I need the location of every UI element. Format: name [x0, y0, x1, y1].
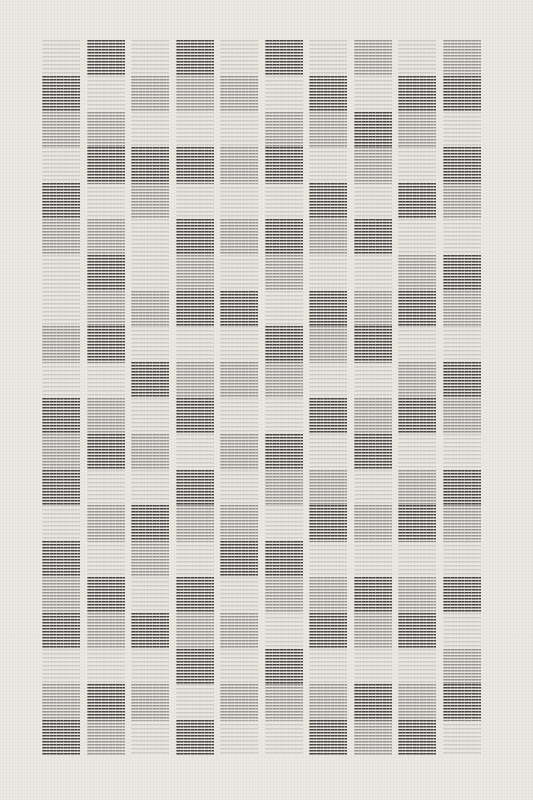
stripe-block [131, 76, 169, 112]
stripe-block [354, 40, 392, 76]
stripe-column [443, 40, 481, 756]
stripe-block [131, 183, 169, 219]
stripe-column [398, 40, 436, 756]
stripe-block [265, 183, 303, 219]
stripe-block [398, 362, 436, 398]
stripe-block [42, 649, 80, 685]
stripe-block [176, 398, 214, 434]
stripe-block [87, 649, 125, 685]
stripe-block [42, 40, 80, 76]
stripe-block [265, 112, 303, 148]
stripe-block [42, 112, 80, 148]
stripe-block [309, 147, 347, 183]
stripe-block [131, 398, 169, 434]
stripe-block [443, 434, 481, 470]
stripe-block [309, 255, 347, 291]
stripe-block [220, 577, 258, 613]
stripe-block [398, 434, 436, 470]
stripe-block [398, 183, 436, 219]
stripe-block [443, 470, 481, 506]
stripe-block [309, 291, 347, 327]
stripe-block [398, 577, 436, 613]
stripe-block [354, 649, 392, 685]
stripe-block [354, 291, 392, 327]
stripe-block [131, 40, 169, 76]
stripe-block [220, 649, 258, 685]
stripe-block [443, 183, 481, 219]
stripe-block [42, 505, 80, 541]
stripe-block [87, 183, 125, 219]
stripe-block [265, 434, 303, 470]
stripe-block [131, 649, 169, 685]
stripe-block [176, 147, 214, 183]
stripe-block [42, 470, 80, 506]
stripe-block [309, 649, 347, 685]
stripe-block [443, 147, 481, 183]
stripe-block [131, 684, 169, 720]
stripe-block [220, 541, 258, 577]
stripe-block [220, 470, 258, 506]
stripe-block [87, 291, 125, 327]
stripe-block [42, 362, 80, 398]
stripe-block [309, 398, 347, 434]
stripe-block [398, 326, 436, 362]
stripe-block [42, 147, 80, 183]
stripe-block [265, 684, 303, 720]
stripe-block [309, 541, 347, 577]
stripe-block [443, 326, 481, 362]
stripe-block [131, 362, 169, 398]
stripe-block [354, 76, 392, 112]
stripe-block [354, 362, 392, 398]
stripe-block [443, 577, 481, 613]
stripe-block [220, 684, 258, 720]
stripe-block [176, 577, 214, 613]
stripe-block [443, 291, 481, 327]
stripe-block [131, 470, 169, 506]
stripe-block [131, 219, 169, 255]
stripe-block [265, 649, 303, 685]
stripe-block [265, 255, 303, 291]
stripe-block [265, 219, 303, 255]
stripe-block [131, 541, 169, 577]
stripe-block [87, 505, 125, 541]
stripe-block [265, 291, 303, 327]
stripe-block [309, 613, 347, 649]
stripe-block [443, 362, 481, 398]
stripe-block [87, 147, 125, 183]
stripe-block [354, 613, 392, 649]
stripe-block [42, 541, 80, 577]
stripe-block [265, 577, 303, 613]
stripe-block [42, 434, 80, 470]
stripe-block [309, 326, 347, 362]
stripe-block [131, 326, 169, 362]
stripe-block [220, 219, 258, 255]
stripe-block [220, 434, 258, 470]
stripe-block [176, 434, 214, 470]
stripe-block [42, 255, 80, 291]
stripe-block [87, 613, 125, 649]
stripe-block [176, 649, 214, 685]
stripe-block [176, 470, 214, 506]
stripe-block [443, 398, 481, 434]
stripe-column [354, 40, 392, 756]
stripe-block [309, 505, 347, 541]
stripe-column [87, 40, 125, 756]
stripe-column [220, 40, 258, 756]
stripe-block [354, 577, 392, 613]
stripe-block [220, 40, 258, 76]
stripe-column [265, 40, 303, 756]
stripe-block [443, 649, 481, 685]
stripe-block [87, 112, 125, 148]
stripe-block [131, 255, 169, 291]
stripe-block [354, 255, 392, 291]
stripe-block [42, 183, 80, 219]
stripe-block [87, 434, 125, 470]
stripe-block [265, 326, 303, 362]
stripe-block [398, 255, 436, 291]
stripe-block [220, 326, 258, 362]
stripe-block [309, 112, 347, 148]
stripe-block [42, 76, 80, 112]
stripe-column [42, 40, 80, 756]
stripe-block [176, 255, 214, 291]
stripe-block [87, 362, 125, 398]
stripe-column [309, 40, 347, 756]
stripe-block [42, 684, 80, 720]
stripe-block [176, 684, 214, 720]
stripe-block [220, 362, 258, 398]
stripe-block [398, 505, 436, 541]
stripe-block [131, 434, 169, 470]
stripe-block [87, 541, 125, 577]
stripe-block [87, 219, 125, 255]
stripe-block [398, 219, 436, 255]
stripe-block [354, 470, 392, 506]
stripe-block [220, 112, 258, 148]
stripe-block [398, 613, 436, 649]
stripe-block [354, 147, 392, 183]
stripe-block [265, 613, 303, 649]
stripe-block [265, 505, 303, 541]
stripe-block [131, 720, 169, 756]
stripe-block [87, 684, 125, 720]
stripe-block [131, 613, 169, 649]
stripe-block [220, 255, 258, 291]
stripe-block [443, 541, 481, 577]
stripe-block [176, 40, 214, 76]
stripe-block [309, 183, 347, 219]
stripe-block [309, 470, 347, 506]
stripe-column [176, 40, 214, 756]
stripe-block [398, 291, 436, 327]
stripe-block [220, 147, 258, 183]
stripe-block [176, 362, 214, 398]
stripe-block [443, 40, 481, 76]
stripe-block [220, 720, 258, 756]
stripe-block [309, 720, 347, 756]
stripe-block [443, 613, 481, 649]
stripe-block [220, 291, 258, 327]
stripe-block [354, 541, 392, 577]
stripe-block [42, 219, 80, 255]
stripe-block [42, 613, 80, 649]
stripe-block [443, 219, 481, 255]
stripe-block [265, 398, 303, 434]
stripe-block [176, 112, 214, 148]
stripe-block [87, 40, 125, 76]
stripe-block [443, 720, 481, 756]
stripe-block [265, 40, 303, 76]
stripe-block [354, 720, 392, 756]
stripe-block [87, 470, 125, 506]
stripe-block [265, 720, 303, 756]
stripe-block [176, 326, 214, 362]
stripe-block [309, 40, 347, 76]
stripe-block [176, 291, 214, 327]
stripe-block [220, 613, 258, 649]
stripe-block [42, 720, 80, 756]
stripe-block [398, 470, 436, 506]
stripe-block [309, 684, 347, 720]
stripe-block [176, 76, 214, 112]
stripe-block [265, 76, 303, 112]
stripe-block [354, 219, 392, 255]
stripe-block [309, 76, 347, 112]
stripe-block [42, 326, 80, 362]
stripe-block [443, 505, 481, 541]
stripe-block [87, 76, 125, 112]
stripe-block [87, 255, 125, 291]
stripe-block [220, 505, 258, 541]
stripe-block [398, 541, 436, 577]
stripe-block [131, 291, 169, 327]
stripe-block [220, 398, 258, 434]
stripe-block [398, 649, 436, 685]
stripe-block [398, 684, 436, 720]
stripe-block [42, 291, 80, 327]
stripe-block [354, 183, 392, 219]
stripe-block [176, 613, 214, 649]
stripe-block [398, 76, 436, 112]
stripe-block [354, 505, 392, 541]
stripe-block [87, 720, 125, 756]
stripe-block [176, 720, 214, 756]
stripe-block [309, 362, 347, 398]
stripe-block [87, 326, 125, 362]
stripe-block [42, 577, 80, 613]
stripe-block [265, 470, 303, 506]
stripe-block [176, 541, 214, 577]
stripe-block [354, 684, 392, 720]
stripe-block [87, 577, 125, 613]
striped-pattern-field [42, 40, 491, 756]
stripe-column [131, 40, 169, 756]
stripe-block [443, 684, 481, 720]
stripe-block [354, 434, 392, 470]
stripe-block [309, 577, 347, 613]
stripe-block [265, 147, 303, 183]
stripe-block [220, 76, 258, 112]
stripe-block [443, 112, 481, 148]
stripe-block [309, 219, 347, 255]
stripe-block [131, 505, 169, 541]
stripe-block [131, 577, 169, 613]
stripe-block [176, 183, 214, 219]
stripe-block [265, 541, 303, 577]
stripe-block [398, 398, 436, 434]
stripe-block [131, 112, 169, 148]
stripe-block [220, 183, 258, 219]
stripe-block [398, 147, 436, 183]
stripe-block [398, 720, 436, 756]
stripe-block [131, 147, 169, 183]
stripe-block [443, 76, 481, 112]
stripe-block [265, 362, 303, 398]
stripe-block [398, 40, 436, 76]
stripe-block [354, 326, 392, 362]
stripe-block [176, 219, 214, 255]
stripe-block [309, 434, 347, 470]
stripe-block [176, 505, 214, 541]
stripe-block [398, 112, 436, 148]
stripe-block [354, 112, 392, 148]
stripe-block [42, 398, 80, 434]
stripe-block [87, 398, 125, 434]
stripe-block [443, 255, 481, 291]
stripe-block [354, 398, 392, 434]
